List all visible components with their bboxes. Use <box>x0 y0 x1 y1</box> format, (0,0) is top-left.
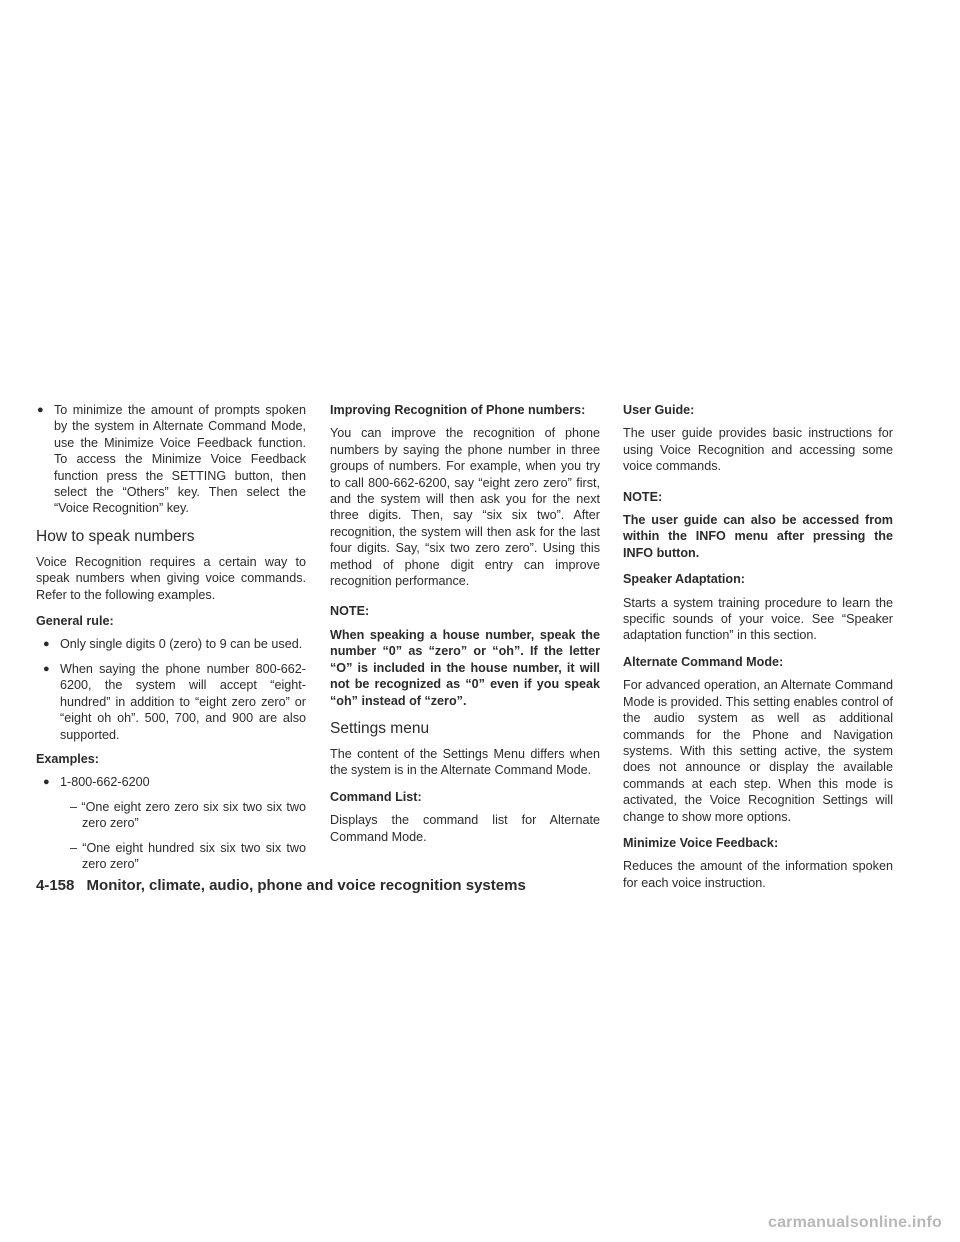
note-heading: NOTE: <box>623 489 663 504</box>
note-text: When speaking a house number, speak the number “0” as “zero” or “oh”. If the letter “O” is included in the house number, it will not be recognized as “0” even if you speak “oh” instead of “zero”. <box>330 627 600 708</box>
user-guide-heading: User Guide: <box>623 403 695 417</box>
watermark: carmanualsonline.info <box>767 1214 942 1231</box>
bullet-minimize-prompts: ● To minimize the amount of prompts spoken by the system in Alternate Command Mode, use the Minimize Voice Feedback function. To access the Minimize Voice Feedback function press the SETTING button, then select the “Others” key. Then select the “Voice Recognition” key. <box>36 402 306 517</box>
speaker-adaptation-text: Starts a system training procedure to learn the specific sounds of your voice. See “Speaker adaptation function” in this section. <box>623 595 893 643</box>
column-right <box>623 402 893 901</box>
user-guide-text: The user guide provides basic instructions for using Voice Recognition and accessing some voice commands. <box>623 426 893 474</box>
general-rule-heading: General rule: <box>36 614 114 629</box>
intro-paragraph: Voice Recognition requires a certain way to speak numbers when giving voice commands. Refer to the following examples. <box>36 554 306 602</box>
settings-menu-text: The content of the Settings Menu differs when the system is in the Alternate Command Mode. <box>330 746 600 778</box>
section-title-settings-menu: Settings menu <box>330 719 430 737</box>
example-dash-item: – “One eight hundred six six two six two zero zero” <box>70 840 306 871</box>
note-heading: NOTE: <box>330 604 370 619</box>
alternate-command-mode-text: For advanced operation, an Alternate Command Mode is provided. This setting enables control of the audio system as well as additional commands for the Phone and Navigation systems. With this setting active, the system does not announce or display the available commands at each step. When this mode is activated, the Voice Recognition Settings will change to show more options. <box>623 678 893 824</box>
example-number: ● 1-800-662-6200 <box>42 774 306 790</box>
page-number: 4-158 <box>36 877 75 894</box>
general-rule-item: ● Only single digits 0 (zero) to 9 can be used. <box>42 636 306 652</box>
command-list-text: Displays the command list for Alternate Command Mode. <box>330 813 600 844</box>
examples-heading: Examples: <box>36 751 99 766</box>
speaker-adaptation-heading: Speaker Adaptation: <box>623 572 745 587</box>
column-left <box>36 402 306 880</box>
general-rule-item: ● When saying the phone number 800-662-6200, the system will accept “eight-hundred” in addition to “eight zero zero” or “eight oh oh”. 500, 700, and 900 are also supported. <box>42 661 306 743</box>
minimize-voice-feedback-text: Reduces the amount of the information spoken for each voice instruction. <box>623 859 893 890</box>
page-footer <box>36 877 526 894</box>
command-list-heading: Command List: <box>330 789 422 804</box>
footer-title: Monitor, climate, audio, phone and voice recognition systems <box>86 877 526 894</box>
section-title-how-to-speak-numbers: How to speak numbers <box>36 527 195 545</box>
note-text: The user guide can also be accessed from within the INFO menu after pressing the INFO button. <box>623 513 893 560</box>
example-dash-item: – “One eight zero zero six six two six two zero zero” <box>70 799 306 831</box>
alternate-command-mode-heading: Alternate Command Mode: <box>623 654 784 669</box>
improving-recognition-text: You can improve the recognition of phone numbers by saying the phone number in three groups of numbers. For example, when you try to call 800-662-6200, say “eight zero zero” first, and the system will then ask you for the next three digits. Then, say “six six two”. After recognition, the system will then ask for the last four digits. Say, “six two zero zero”. Using this method of phone digit entry can improve recognition performance. <box>330 426 600 589</box>
minimize-voice-feedback-heading: Minimize Voice Feedback: <box>623 835 779 850</box>
improving-recognition-heading: Improving Recognition of Phone numbers: <box>330 403 586 417</box>
column-middle <box>330 402 600 855</box>
